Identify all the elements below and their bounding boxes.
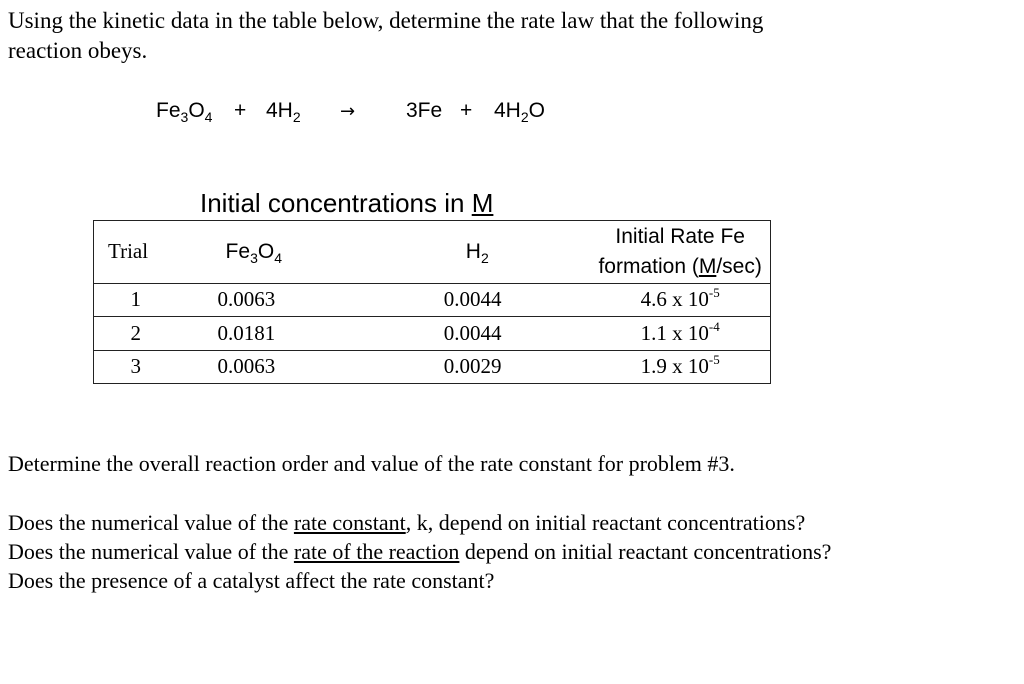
question-catalyst: Does the presence of a catalyst affect the rate constant? — [8, 568, 495, 593]
table-row — [94, 350, 771, 383]
cell-rate: 4.6 x $10^{-5}$ — [590, 283, 770, 316]
kinetic-data-table — [93, 220, 771, 384]
cell-rate: 1.1 x $10^{-4}$ — [590, 317, 770, 350]
header-fe3o4: $Fe_3O_4$ — [178, 221, 428, 284]
cell-h2: 0.0044 — [428, 317, 591, 350]
table-header-row — [94, 221, 771, 284]
product-h2o: $4H_2O$ — [494, 99, 545, 125]
plus-sign: + — [234, 99, 247, 122]
cell-trial: 1 — [94, 283, 178, 316]
header-trial: Trial — [94, 221, 178, 284]
header-h2: $H_2$ — [428, 221, 591, 284]
reactant-fe3o4: $Fe_3O_4$ — [156, 99, 213, 125]
table-row — [94, 317, 771, 350]
cell-trial: 3 — [94, 350, 178, 383]
cell-rate: 1.9 x $10^{-5}$ — [590, 350, 770, 383]
cell-h2: 0.0044 — [428, 283, 591, 316]
cell-h2: 0.0029 — [428, 350, 591, 383]
reactant-h2: $4H_2$ — [266, 99, 301, 125]
intro-line-2: reaction obeys. — [8, 38, 148, 63]
product-fe: 3Fe — [406, 99, 443, 122]
header-initial-rate: Initial Rate Fe formation (M/sec) — [590, 221, 770, 284]
problem-intro — [8, 6, 888, 66]
cell-fe3o4: 0.0181 — [178, 317, 428, 350]
table-caption: Initial concentrations in M — [200, 188, 494, 218]
question-rate-constant: Does the numerical value of the rate constant, k, depend on initial reactant concentrations? — [8, 510, 806, 535]
cell-fe3o4: 0.0063 — [178, 283, 428, 316]
molar-unit: M — [471, 188, 494, 218]
reaction-arrow: → — [340, 101, 356, 122]
intro-line-1: Using the kinetic data in the table below, determine the rate law that the following — [8, 8, 764, 33]
cell-trial: 2 — [94, 317, 178, 350]
table-row — [94, 283, 771, 316]
question-list — [8, 508, 1008, 595]
plus-sign-2: + — [460, 99, 473, 122]
question-reaction-rate: Does the numerical value of the rate of the reaction depend on initial reactant concentrations? — [8, 539, 832, 564]
question-reaction-order: Determine the overall reaction order and value of the rate constant for problem #3. — [8, 451, 735, 476]
cell-fe3o4: 0.0063 — [178, 350, 428, 383]
